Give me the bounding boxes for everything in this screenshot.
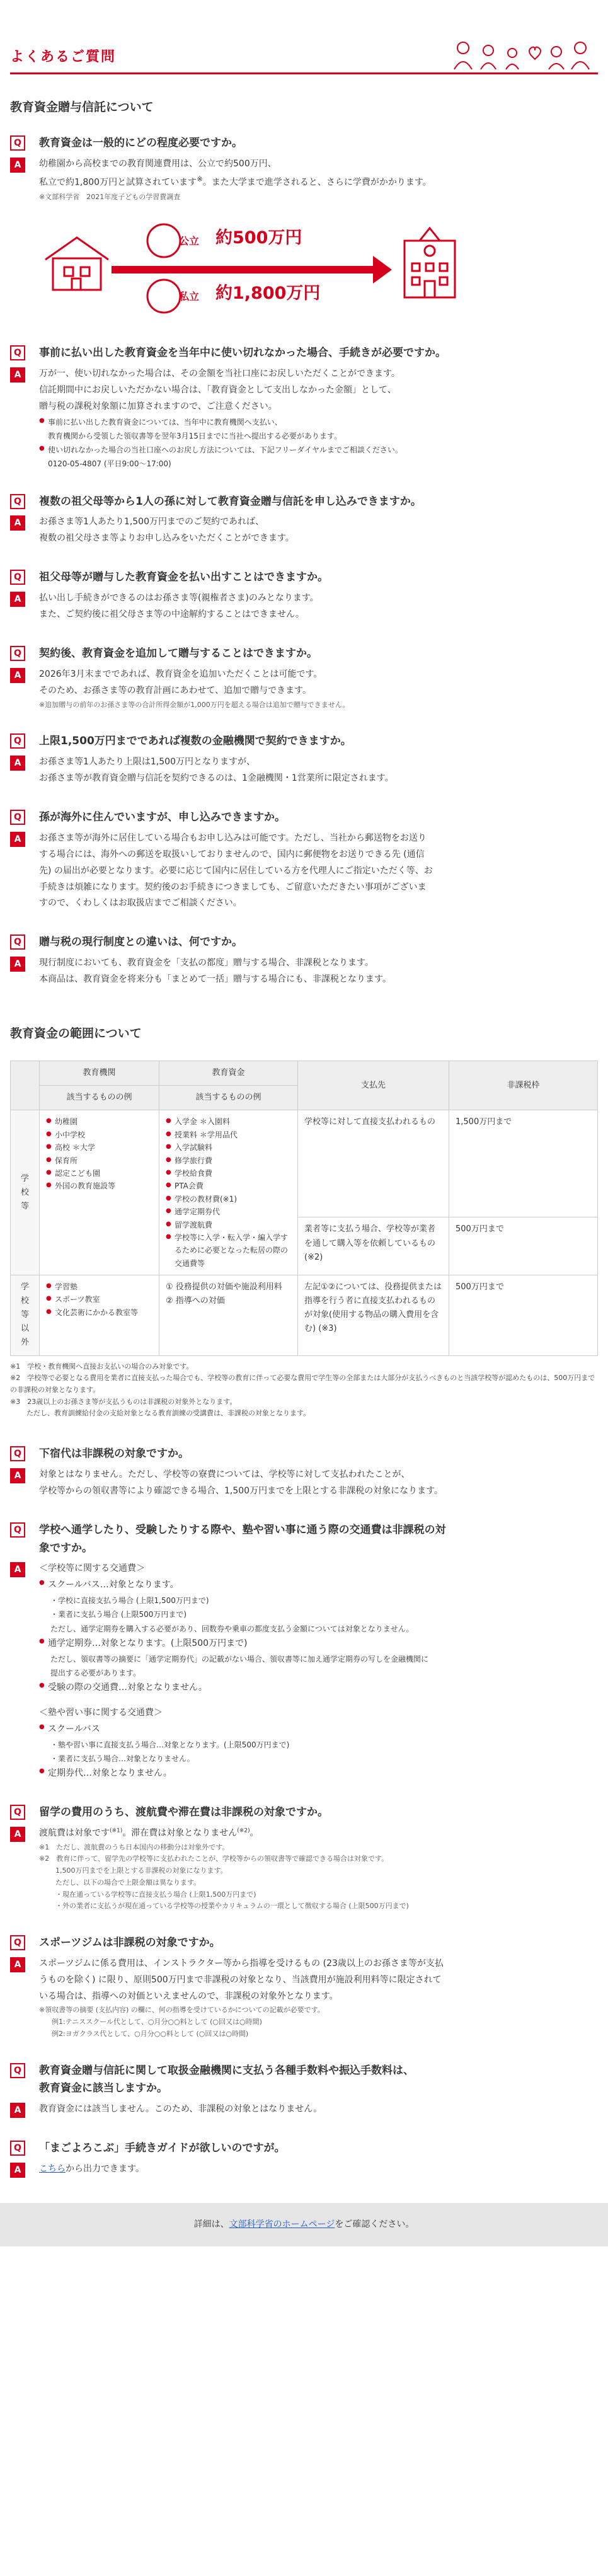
answer-line: する場合には、海外への郵送を取扱いしておりませんので、国内に郵便物をお送りできる先 (通信 bbox=[39, 849, 425, 860]
answer-badge: A bbox=[10, 2103, 25, 2118]
footnote: ※1 学校・教育機関へ直接お支払いの場合のみ対象です。 bbox=[10, 1362, 193, 1371]
school-icon bbox=[404, 228, 455, 297]
footnote: ※2 学校等で必要となる費用を業者に直接支払った場合でも、学校等の教育に伴って必要な費用で学生等の全部または大部分が支払うべきものと当該学校等が認めたものは、500万円までの非課税の対象となります。 bbox=[10, 1374, 595, 1394]
bullet-item: ● スクールバス ・塾や習い事に直接支払う場合…対象となります。(上限500万円まで) ・業者に支払う場合…対象となりません。 bbox=[39, 1722, 598, 1766]
cell-institutions bbox=[40, 1110, 159, 1275]
question-badge: Q bbox=[10, 2063, 25, 2078]
answer-line: 幼稚園から高校までの教育関連費用は、公立で約500万円、 bbox=[39, 159, 277, 170]
cell-limit: 1,500万円まで bbox=[449, 1110, 598, 1217]
question-text: 上限1,500万円までであれば複数の金融機関で契約できますか。 bbox=[39, 735, 352, 748]
answer-badge: A bbox=[10, 1827, 25, 1842]
list-item: ● 授業料 ＊学用品代 bbox=[166, 1129, 291, 1141]
private-amount: 約1,800万円 bbox=[215, 284, 321, 304]
footer-text: をご確認ください。 bbox=[335, 2219, 415, 2230]
faq-item-1 bbox=[10, 134, 598, 323]
answer-notes: ※領収書等の摘要 (支払内容) の欄に、何の指導を受けているかについての記載が必要です。 例1:テニススクール代として、○月分○○料として (○回又は○時間) 例2:ヨガクラス代として、○月分○○料として (○回又は○時間) bbox=[39, 2006, 324, 2038]
answer-subheading: ＜学校等に関する交通費＞ bbox=[39, 1563, 145, 1574]
page-title: よくあるご質問 bbox=[10, 49, 117, 65]
answer-text bbox=[39, 1561, 598, 1782]
question-badge: Q bbox=[10, 1522, 25, 1538]
row-header-school: 学校等 bbox=[11, 1110, 40, 1275]
answer-text bbox=[39, 514, 598, 547]
list-item: ● 学校給食費 bbox=[166, 1167, 291, 1180]
answer-line: 現行制度においても、教育資金を「支払の都度」贈与する場合、非課税となります。 bbox=[39, 958, 374, 969]
answer-badge: A bbox=[10, 756, 25, 771]
question-text: 留学の費用のうち、渡航費や滞在費は非課税の対象ですか。 bbox=[39, 1806, 328, 1819]
question-text: 祖父母等が贈与した教育資金を払い出すことはできますか。 bbox=[39, 571, 328, 584]
answer-line: すので、くわしくはお取扱店までご相談ください。 bbox=[39, 898, 242, 909]
footer-info-box bbox=[0, 2203, 608, 2246]
list-item: ● 通学定期券代 bbox=[166, 1205, 291, 1218]
public-label: 公立 bbox=[179, 235, 200, 248]
answer-bullets bbox=[39, 1577, 598, 1696]
list-item: ● 外国の教育施設等 bbox=[46, 1180, 152, 1192]
faq-item-4 bbox=[10, 568, 598, 623]
answer-line: 学校等からの領収書等により確認できる場合、1,500万円までを上限とする非課税の対象になります。 bbox=[39, 1485, 443, 1496]
question-text: 事前に払い出した教育資金を当年中に使い切れなかった場合、手続きが必要ですか。 bbox=[39, 347, 446, 360]
answer-badge: A bbox=[10, 515, 25, 531]
table-header-fund: 教育資金 bbox=[159, 1061, 298, 1086]
faq-item-8 bbox=[10, 933, 598, 988]
cell-limit: 500万円まで bbox=[449, 1217, 598, 1275]
question-text: 学校へ通学したり、受験したりする際や、塾や習い事に通う際の交通費は非課税の対 象ですか。 bbox=[39, 1523, 446, 1555]
table-header-institution: 教育機関 bbox=[40, 1061, 159, 1086]
section-title-scope: 教育資金の範囲について bbox=[10, 1026, 142, 1040]
question-badge: Q bbox=[10, 934, 25, 950]
list-item: ② 指導への対価 bbox=[166, 1296, 225, 1306]
question-text: スポーツジムは非課税の対象ですか。 bbox=[39, 1936, 221, 1949]
bullet-item: ● 受験の際の交通費…対象となりません。 bbox=[39, 1680, 598, 1696]
list-item: ● 修学旅行費 bbox=[166, 1154, 291, 1167]
question-text: 教育資金贈与信託に関して取扱金融機関に支払う各種手数料や振込手数料は、 教育資金に該当しますか。 bbox=[39, 2064, 414, 2095]
footnote-mark: ※ bbox=[197, 175, 203, 184]
answer-text bbox=[39, 667, 598, 711]
answer-text bbox=[39, 1467, 598, 1500]
public-amount: 約500万円 bbox=[215, 227, 302, 249]
footnote: ただし、教育訓練給付金の支給対象となる教育訓練の受講費は、非課税の対象となります。 bbox=[26, 1409, 311, 1418]
table-header-payee: 支払先 bbox=[298, 1061, 449, 1110]
answer-badge: A bbox=[10, 1562, 25, 1577]
answer-badge: A bbox=[10, 1468, 25, 1483]
section-title-trust: 教育資金贈与信託について bbox=[10, 100, 154, 114]
answer-line: スポーツジムに係る費用は、インストラクター等から指導を受けるもの (23歳以上のお孫さま等が支払 bbox=[39, 1958, 444, 1969]
answer-badge: A bbox=[10, 832, 25, 847]
answer-text: 教育資金には該当しません。このため、非課税の対象とはなりません。 bbox=[39, 2104, 323, 2115]
footer-text: 詳細は、 bbox=[193, 2219, 229, 2230]
list-item: ● 学校等に入学・転入学・編入学するために必要となった転居の際の交通費等 bbox=[166, 1231, 291, 1270]
question-text: 複数の祖父母等から1人の孫に対して教育資金贈与信託を申し込みできますか。 bbox=[39, 495, 422, 508]
table-subheader-fund: 該当するものの例 bbox=[159, 1086, 298, 1110]
scope-table bbox=[10, 1061, 598, 1355]
answer-text bbox=[39, 590, 598, 623]
source-note: ※文部科学省 2021年度子どもの学習費調査 bbox=[39, 192, 181, 201]
list-item: ● 入学金 ＊入園料 bbox=[166, 1115, 291, 1128]
answer-line: 払い出し手続きができるのはお孫さま等(親権者さま)のみとなります。 bbox=[39, 593, 319, 604]
answer-line: うものを除く) に限り、原則500万円まで非課税の対象となり、当該費用が施設利用料等に限定されて bbox=[39, 1974, 442, 1985]
answer-line: そのため、お孫さま等の教育計画にあわせて、追加で贈与できます。 bbox=[39, 685, 312, 696]
list-item: ● PTA会費 bbox=[166, 1180, 291, 1192]
answer-line: いる場合は、指導への対価といえませんので、非課税の対象外となります。 bbox=[39, 1991, 338, 2001]
cell-payee: 学校等に対して直接支払われるもの bbox=[298, 1110, 449, 1217]
bullet-item: ● 使い切れなかった場合の当社口座へのお戻し方法については、下記フリーダイヤルまでご相談ください。 0120-05-4807 (平日9:00〜17:00) bbox=[39, 443, 598, 471]
list-item: ● 認定こども園 bbox=[46, 1167, 152, 1180]
faq-item-9 bbox=[10, 1445, 598, 1500]
question-badge: Q bbox=[10, 494, 25, 509]
question-badge: Q bbox=[10, 345, 25, 360]
faq-item-10 bbox=[10, 1521, 598, 1782]
answer-text bbox=[39, 1956, 598, 2040]
faq-item-11 bbox=[10, 1803, 598, 1912]
answer-line: お孫さま等が海外に居住している場合もお申し込みは可能です。ただし、当社から郵送物をお送り bbox=[39, 832, 427, 843]
cell-institutions bbox=[40, 1275, 159, 1355]
faq-item-5 bbox=[10, 645, 598, 711]
question-badge: Q bbox=[10, 646, 25, 661]
question-badge: Q bbox=[10, 1805, 25, 1820]
footnote: ※3 23歳以上のお孫さま等が支払うものは非課税の対象外となります。 bbox=[10, 1397, 237, 1406]
list-item: ● 高校 ＊大学 bbox=[46, 1141, 152, 1154]
table-row bbox=[11, 1275, 598, 1355]
answer-line: 万が一、使い切れなかった場合は、その金額を当社口座にお戻しいただくことができます。 bbox=[39, 369, 400, 379]
question-text: 贈与税の現行制度との違いは、何ですか。 bbox=[39, 936, 243, 949]
faq-item-12 bbox=[10, 1934, 598, 2040]
answer-notes: ※1 ただし、渡航費のうち日本国内の移動分は対象外です。 ※2 教育に伴って、留学先の学校等に支払われたことが、学校等からの領収書等で確認できる場合は対象です。 1,500万円までを上限とする非課税の対象になります。 ただし、以下の場合で上限金額は異なります。 ・現在通っている学校等に直接支払う場合 (上限1,500万円まで) ・外の業者に支払うが現在通っている学校等の授業やカリキュラムの一環として徴収する場合 (上限500万円まで) bbox=[39, 1843, 409, 1911]
bullet-item: ● 事前に払い出した教育資金については、当年中に教育機関へ支払い、 教育機関から受領した領収書等を翌年3月15日までに当社へ提出する必要があります。 bbox=[39, 415, 598, 443]
answer-line: また、ご契約後に祖父母さま等の中途解約することはできません。 bbox=[39, 609, 304, 620]
answer-line: お孫さま等が教育資金贈与信託を契約できるのは、1金融機関・1営業所に限定されます。 bbox=[39, 773, 394, 784]
answer-bullets bbox=[39, 1722, 598, 1782]
cost-illustration bbox=[39, 216, 598, 323]
house-icon bbox=[45, 238, 108, 290]
answer-note: ※追加贈与の前年のお孫さま等の合計所得金額が1,000万円を超える場合は追加で贈与できません。 bbox=[39, 700, 350, 709]
list-item: ● 留学渡航費 bbox=[166, 1219, 291, 1231]
list-item: ● 学校の教材費(※1) bbox=[166, 1193, 291, 1205]
faq-item-13 bbox=[10, 2062, 598, 2119]
answer-subheading: ＜塾や習い事に関する交通費＞ bbox=[39, 1707, 163, 1718]
question-badge: Q bbox=[10, 570, 25, 585]
question-badge: Q bbox=[10, 135, 25, 151]
answer-badge: A bbox=[10, 367, 25, 382]
cell-payee: 業者等に支払う場合、学校等が業者を通して購入等を依頼しているもの(※2) bbox=[298, 1217, 449, 1275]
answer-line: 対象とはなりません。ただし、学校等の寮費については、学校等に対して支払われたことが、 bbox=[39, 1469, 410, 1480]
answer-line: 信託期間中にお戻しいただかない場合は、「教育資金として支出しなかった金額」として、 bbox=[39, 385, 396, 396]
list-item: ● スポーツ教室 bbox=[46, 1293, 152, 1306]
list-item: ● 幼稚園 bbox=[46, 1115, 152, 1128]
answer-line: 手続きは煩雑になります。契約後のお手続きにつきましても、ご留意いただきたい事項がございま bbox=[39, 882, 427, 892]
bullet-item: ● 定期券代…対象となりません。 bbox=[39, 1766, 598, 1782]
answer-text bbox=[39, 754, 598, 787]
faq-item-3 bbox=[10, 493, 598, 548]
answer-text bbox=[39, 955, 598, 988]
table-footnotes bbox=[10, 1361, 598, 1420]
answer-text bbox=[39, 156, 598, 203]
table-corner bbox=[11, 1061, 40, 1110]
answer-line: 2026年3月末までであれば、教育資金を追加いただくことは可能です。 bbox=[39, 669, 323, 679]
answer-line: お孫さま等1人あたり上限は1,500万円となりますが、 bbox=[39, 757, 255, 768]
question-text: 下宿代は非課税の対象ですか。 bbox=[39, 1447, 189, 1460]
question-text: 「まごよろこぶ」手続きガイドが欲しいのですが。 bbox=[39, 2142, 285, 2155]
question-badge: Q bbox=[10, 733, 25, 749]
question-text: 孫が海外に住んでいますが、申し込みできますか。 bbox=[39, 810, 285, 824]
cell-funds bbox=[159, 1275, 298, 1355]
list-item: ● 学習塾 bbox=[46, 1280, 152, 1293]
faq-item-7 bbox=[10, 808, 598, 912]
table-subheader-institution: 該当するものの例 bbox=[40, 1086, 159, 1110]
answer-text bbox=[39, 1826, 598, 1912]
answer-badge: A bbox=[10, 668, 25, 683]
answer-line: お孫さま等1人あたり1,500万円までのご契約であれば、 bbox=[39, 517, 264, 527]
answer-text bbox=[39, 366, 598, 471]
answer-badge: A bbox=[10, 1957, 25, 1972]
answer-badge: A bbox=[10, 592, 25, 607]
answer-text bbox=[39, 831, 598, 912]
answer-line: 先) の届出が必要となります。必要に応じて国内に居住している方を代理人にご指定いただく等、お bbox=[39, 865, 433, 876]
row-header-non-school: 学校等以外 bbox=[11, 1275, 40, 1355]
answer-text: こちらから出力できます。 bbox=[39, 2164, 144, 2175]
table-row bbox=[11, 1110, 598, 1217]
cell-funds bbox=[159, 1110, 298, 1275]
cell-limit: 500万円まで bbox=[449, 1275, 598, 1355]
answer-line: 渡航費は対象です$^{(※1)}$。滞在費は対象となりません$^{(※2)}$。 bbox=[39, 1827, 259, 1838]
question-badge: Q bbox=[10, 1446, 25, 1461]
list-item: ● 文化芸術にかかる教室等 bbox=[46, 1306, 152, 1319]
list-item: ● 小中学校 bbox=[46, 1129, 152, 1141]
answer-line: 贈与税の課税対象額に加算されますので、ご注意ください。 bbox=[39, 401, 277, 411]
question-text: 契約後、教育資金を追加して贈与することはできますか。 bbox=[39, 647, 318, 660]
question-badge: Q bbox=[10, 810, 25, 825]
question-text: 教育資金は一般的にどの程度必要ですか。 bbox=[39, 137, 243, 150]
answer-line bbox=[39, 173, 598, 192]
answer-line: 本商品は、教育資金を将来分も「まとめて一括」贈与する場合にも、非課税となります。 bbox=[39, 974, 391, 985]
family-icon bbox=[450, 37, 595, 72]
list-item: ● 保育所 bbox=[46, 1154, 152, 1167]
private-label: 私立 bbox=[179, 290, 200, 303]
answer-fragment: 。また大学まで進学されると、さらに学費がかかります。 bbox=[202, 177, 432, 188]
faq-item-2 bbox=[10, 344, 598, 471]
mext-homepage-link[interactable]: 文部科学省のホームページ bbox=[229, 2219, 335, 2230]
answer-line: 複数の祖父母さま等よりお申し込みをいただくことができます。 bbox=[39, 533, 294, 544]
page-header bbox=[10, 0, 598, 74]
question-badge: Q bbox=[10, 2141, 25, 2156]
answer-bullets bbox=[39, 415, 598, 471]
question-badge: Q bbox=[10, 1935, 25, 1950]
bullet-item: ● 通学定期券…対象となります。(上限500万円まで) ただし、領収書等の摘要に「通学定期券代」の記載がない場合、領収書等に加え通学定期券の写しを金融機関に 提出する必要があります。 bbox=[39, 1636, 598, 1680]
answer-badge: A bbox=[10, 158, 25, 173]
list-item: ① 役務提供の対価や施設利用料 bbox=[166, 1282, 282, 1292]
guide-download-link[interactable]: こちら bbox=[39, 2164, 66, 2175]
answer-badge: A bbox=[10, 2163, 25, 2178]
bullet-item: ● スクールバス…対象となります。 ・学校に直接支払う場合 (上限1,500万円まで) ・業者に支払う場合 (上限500万円まで) ただし、通学定期券を購入する必要があり、回数券や乗車の都度支払う金額については対象となりません。 bbox=[39, 1577, 598, 1635]
list-item: ● 入学試験料 bbox=[166, 1141, 291, 1154]
answer-fragment: 私立で約1,800万円と試算されています bbox=[39, 177, 197, 188]
faq-item-6 bbox=[10, 732, 598, 787]
faq-item-14 bbox=[10, 2139, 598, 2178]
table-header-limit: 非課税枠 bbox=[449, 1061, 598, 1110]
cell-payee: 左記①②については、役務提供または指導を行う者に直接支払われるものが対象(使用する物品の購入費用を含む) (※3) bbox=[298, 1275, 449, 1355]
answer-badge: A bbox=[10, 957, 25, 972]
